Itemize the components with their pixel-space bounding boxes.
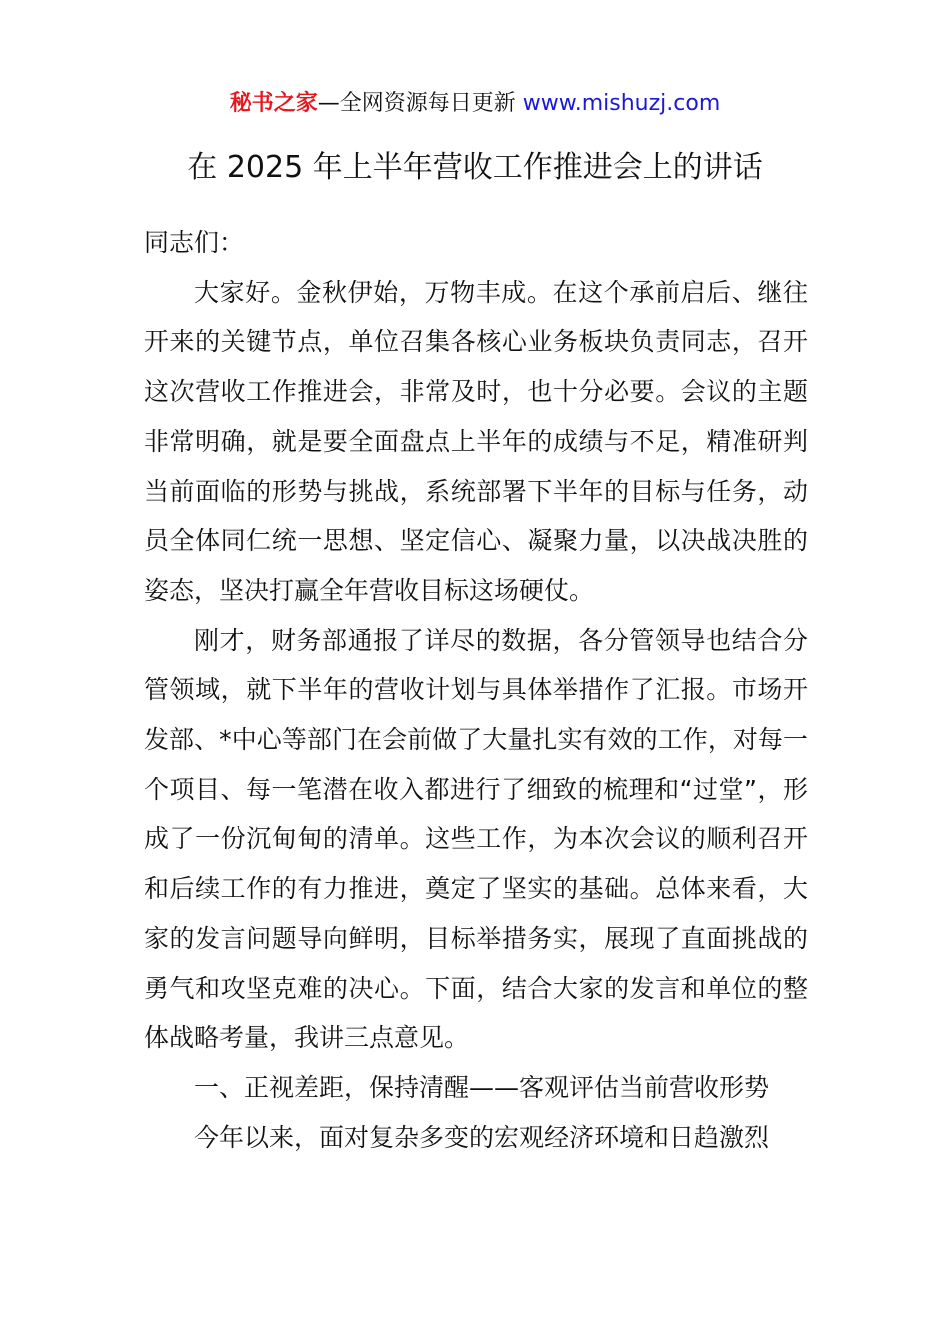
brand-name: 秘书之家 (229, 91, 318, 116)
document-title: 在 2025 年上半年营收工作推进会上的讲话 (187, 150, 763, 185)
section-heading-one: 一、正视差距，保持清醒——客观评估当前营收形势 (194, 1072, 770, 1102)
site-header (0, 88, 950, 120)
site-url-link[interactable]: www.mishuzj.com (522, 91, 721, 116)
paragraph-review: 刚才，财务部通报了详尽的数据，各分管领导也结合分管领域，就下半年的营收计划与具体举措作了汇报。市场开发部、*中心等部门在会前做了大量扎实有效的工作，对每一个项目、每一笔潜在收入都进行了细致的梳理和“过堂”，形成了一份沉甸甸的清单。这些工作，为本次会议的顺利召开和后续工作的有力推进，奠定了坚实的基础。总体来看，大家的发言问题导向鲜明，目标举措务实，展现了直面挑战的勇气和攻坚克难的决心。下面，结合大家的发言和单位的整体战略考量，我讲三点意见。 (144, 625, 808, 1053)
salutation: 同志们： (144, 228, 245, 257)
site-tagline: —全网资源每日更新 (317, 91, 516, 116)
paragraph-opening: 大家好。金秋伊始，万物丰成。在这个承前启后、继往开来的关键节点，单位召集各核心业务板块负责同志，召开这次营收工作推进会，非常及时，也十分必要。会议的主题非常明确，就是要全面盘点上半年的成绩与不足，精准研判当前面临的形势与挑战，系统部署下半年的目标与任务，动员全体同仁统一思想、坚定信心、凝聚力量，以决战决胜的姿态，坚决打赢全年营收目标这场硬仗。 (144, 277, 808, 605)
paragraph-section-one: 今年以来，面对复杂多变的宏观经济环境和日趋激烈 (194, 1122, 770, 1152)
document-body (144, 218, 808, 1162)
